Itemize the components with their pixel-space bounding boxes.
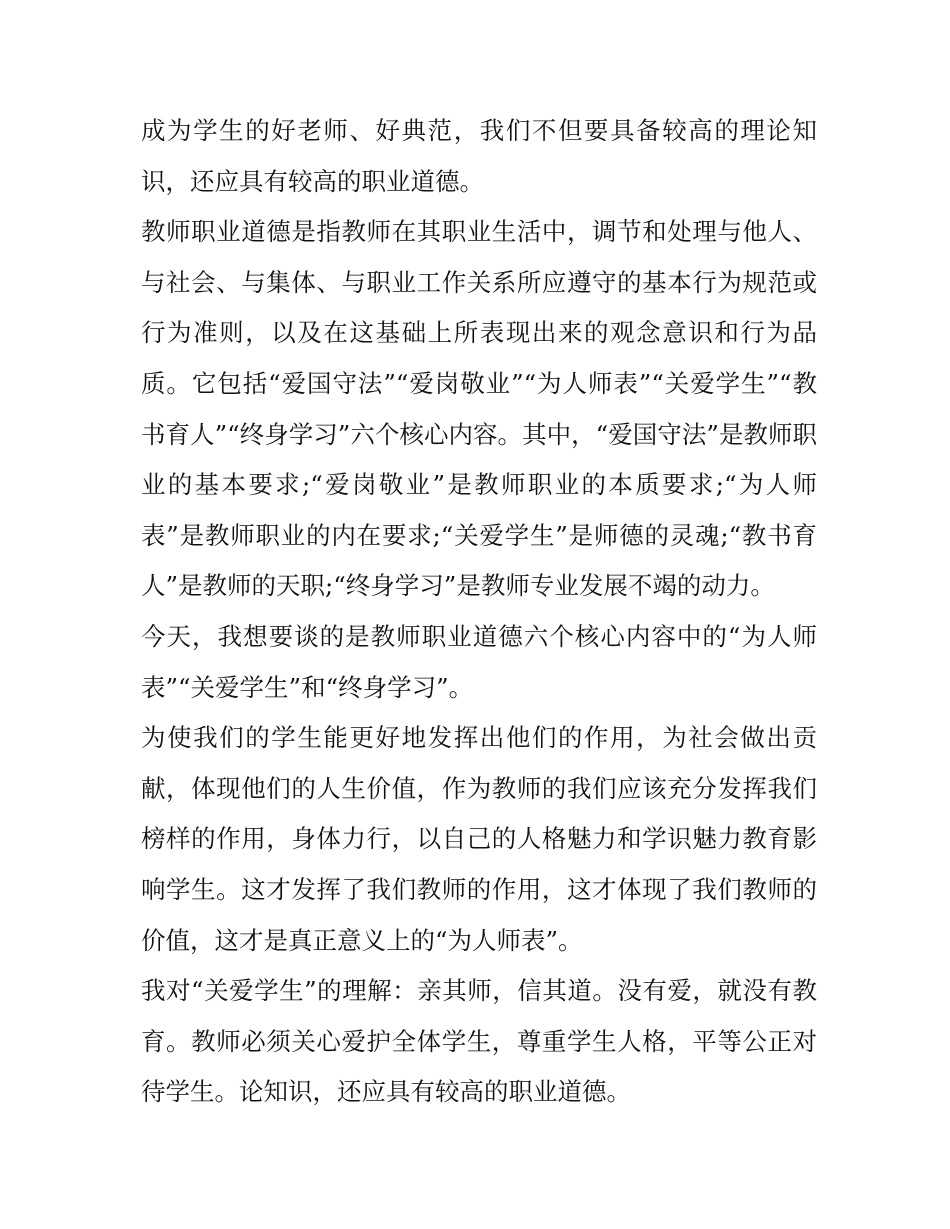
paragraph-3: 今天，我想要谈的是教师职业道德六个核心内容中的“为人师表”“关爱学生”和“终身学习”。 [141,621,817,702]
paragraph-4: 为使我们的学生能更好地发挥出他们的作用，为社会做出贡献，体现他们的人生价值，作为教师的我们应该充分发挥我们榜样的作用，身体力行，以自己的人格魅力和学识魅力教育影响学生。这才发挥了我们教师的作用，这才体现了我们教师的价值，这才是真正意义上的“为人师表”。 [141,723,817,955]
document-body [141,106,817,1118]
paragraph-5: 我对“关爱学生”的理解：亲其师，信其道。没有爱，就没有教育。教师必须关心爱护全体学生，尊重学生人格，平等公正对待学生。论知识，还应具有较高的职业道德。 [141,976,817,1107]
paragraph-2: 教师职业道德是指教师在其职业生活中，调节和处理与他人、与社会、与集体、与职业工作关系所应遵守的基本行为规范或行为准则，以及在这基础上所表现出来的观念意识和行为品质。它包括“爱国守法”“爱岗敬业”“为人师表”“关爱学生”“教书育人”“终身学习”六个核心内容。其中，“爱国守法”是教师职业的基本要求;“爱岗敬业”是教师职业的本质要求;“为人师表”是教师职业的内在要求;“关爱学生”是师德的灵魂;“教书育人”是教师的天职;“终身学习”是教师专业发展不竭的动力。 [141,217,817,601]
paragraph-1: 成为学生的好老师、好典范，我们不但要具备较高的理论知识，还应具有较高的职业道德。 [141,116,817,196]
